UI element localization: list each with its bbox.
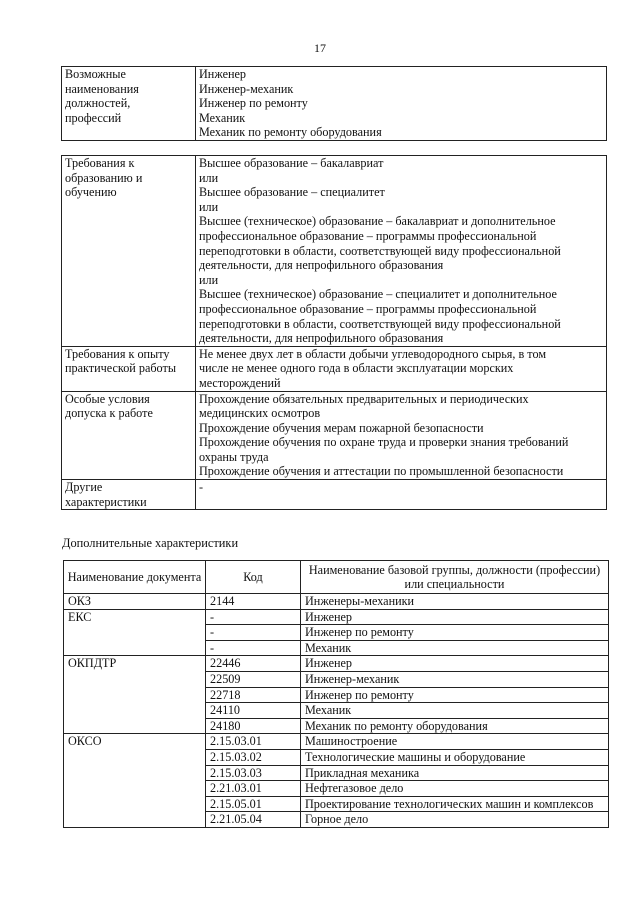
text-line: деятельности, для непрофильного образования [199,331,444,346]
text-line: Высшее образование – специалитет [199,185,385,200]
code-cell: - [206,640,301,656]
name-cell: Прикладная механика [301,765,609,781]
name-cell: Инженеры-механики [301,594,609,610]
code-cell: 2.15.03.02 [206,749,301,765]
name-cell: Инженер по ремонту [301,687,609,703]
code-cell: 24110 [206,703,301,719]
code-cell: 22446 [206,656,301,672]
other-values [196,480,607,510]
name-cell: Механик [301,640,609,656]
position-item: Инженер-механик [199,81,294,96]
header-row [64,561,609,594]
name-cell: Механик по ремонту оборудования [301,718,609,734]
text-line: Прохождение обязательных предварительных и периодических [199,391,529,406]
requirements-table [61,155,607,510]
label-line: наименования [65,81,139,96]
name-cell: Инженер по ремонту [301,625,609,641]
experience-label [62,346,196,391]
page-number: 17 [314,41,326,55]
code-cell: 2144 [206,594,301,610]
section-title: Дополнительные характеристики [62,536,239,550]
name-cell: Инженер [301,609,609,625]
header-code: Код [206,561,301,594]
doc-cell: ОКПДТР [64,656,206,734]
doc-cell: ЕКС [64,609,206,656]
code-cell: 22718 [206,687,301,703]
position-item: Инженер по ремонту [199,96,308,111]
code-cell: 2.21.05.04 [206,812,301,828]
label-line: характеристики [65,494,147,509]
classification-table [63,560,609,828]
name-cell: Проектирование технологических машин и комплексов [301,796,609,812]
education-row [62,156,607,347]
name-cell: Механик [301,703,609,719]
other-row [62,480,607,510]
code-cell: 22509 [206,671,301,687]
other-label [62,480,196,510]
education-label [62,156,196,347]
text-line: профессиональное образование – программы профессиональной [199,228,537,243]
positions-row [62,67,607,141]
name-cell: Горное дело [301,812,609,828]
admission-values [196,391,607,480]
text-line: медицинских осмотров [199,406,321,421]
label-line: обучению [65,185,117,200]
doc-cell: ОКЗ [64,594,206,610]
experience-row [62,346,607,391]
code-cell: 24180 [206,718,301,734]
label-line: допуска к работе [65,406,153,421]
table-row [64,656,609,672]
text-line: Высшее (техническое) образование – бакалавриат и дополнительное [199,214,556,229]
text-line: переподготовки в области, соответствующей виду профессиональной [199,316,561,331]
text-line: деятельности, для непрофильного образования [199,258,444,273]
text-line: охраны труда [199,449,269,464]
text-line: или [199,272,219,287]
position-item: Механик по ремонту оборудования [199,125,382,140]
label-line: профессий [65,110,122,125]
name-cell: Инженер-механик [301,671,609,687]
text-line: Прохождение обучения мерам пожарной безопасности [199,420,484,435]
code-cell: 2.15.03.01 [206,734,301,750]
code-cell: - [206,625,301,641]
label-line: образованию и [65,170,143,185]
header-name: Наименование базовой группы, должности (профессии) или специальности [301,561,609,594]
text-line: месторождений [199,375,281,390]
text-line: Не менее двух лет в области добычи углеводородного сырья, в том [199,346,547,361]
table-row [64,734,609,750]
text-line: профессиональное образование – программы профессиональной [199,301,537,316]
position-item: Механик [199,110,246,125]
doc-cell: ОКСО [64,734,206,828]
positions-table [61,66,607,141]
text-line: или [199,199,219,214]
text-line: Высшее (техническое) образование – специалитет и дополнительное [199,287,557,302]
label-line: Возможные [65,67,126,81]
positions-values [196,67,607,141]
text-line: Высшее образование – бакалавриат [199,156,384,170]
label-line: Особые условия [65,391,150,406]
label-line: Другие [65,480,103,495]
header-doc: Наименование документа [64,561,206,594]
table-row [64,609,609,625]
text-line: переподготовки в области, соответствующей виду профессиональной [199,243,561,258]
label-line: должностей, [65,96,131,111]
text-line: - [199,480,204,495]
code-cell: 2.15.05.01 [206,796,301,812]
name-cell: Нефтегазовое дело [301,781,609,797]
text-line: числе не менее одного года в области эксплуатации морских [199,361,514,376]
name-cell: Технологические машины и оборудование [301,749,609,765]
text-line: Прохождение обучения по охране труда и проверки знания требований [199,435,569,450]
admission-label [62,391,196,480]
label-line: практической работы [65,361,177,376]
table-row [64,594,609,610]
code-cell: 2.21.03.01 [206,781,301,797]
text-line: или [199,170,219,185]
positions-label [62,67,196,141]
code-cell: - [206,609,301,625]
name-cell: Инженер [301,656,609,672]
label-line: Требования к [65,156,135,170]
position-item: Инженер [199,67,247,81]
experience-values [196,346,607,391]
code-cell: 2.15.03.03 [206,765,301,781]
education-values [196,156,607,347]
label-line: Требования к опыту [65,346,170,361]
name-cell: Машиностроение [301,734,609,750]
admission-row [62,391,607,480]
text-line: Прохождение обучения и аттестации по промышленной безопасности [199,464,564,479]
